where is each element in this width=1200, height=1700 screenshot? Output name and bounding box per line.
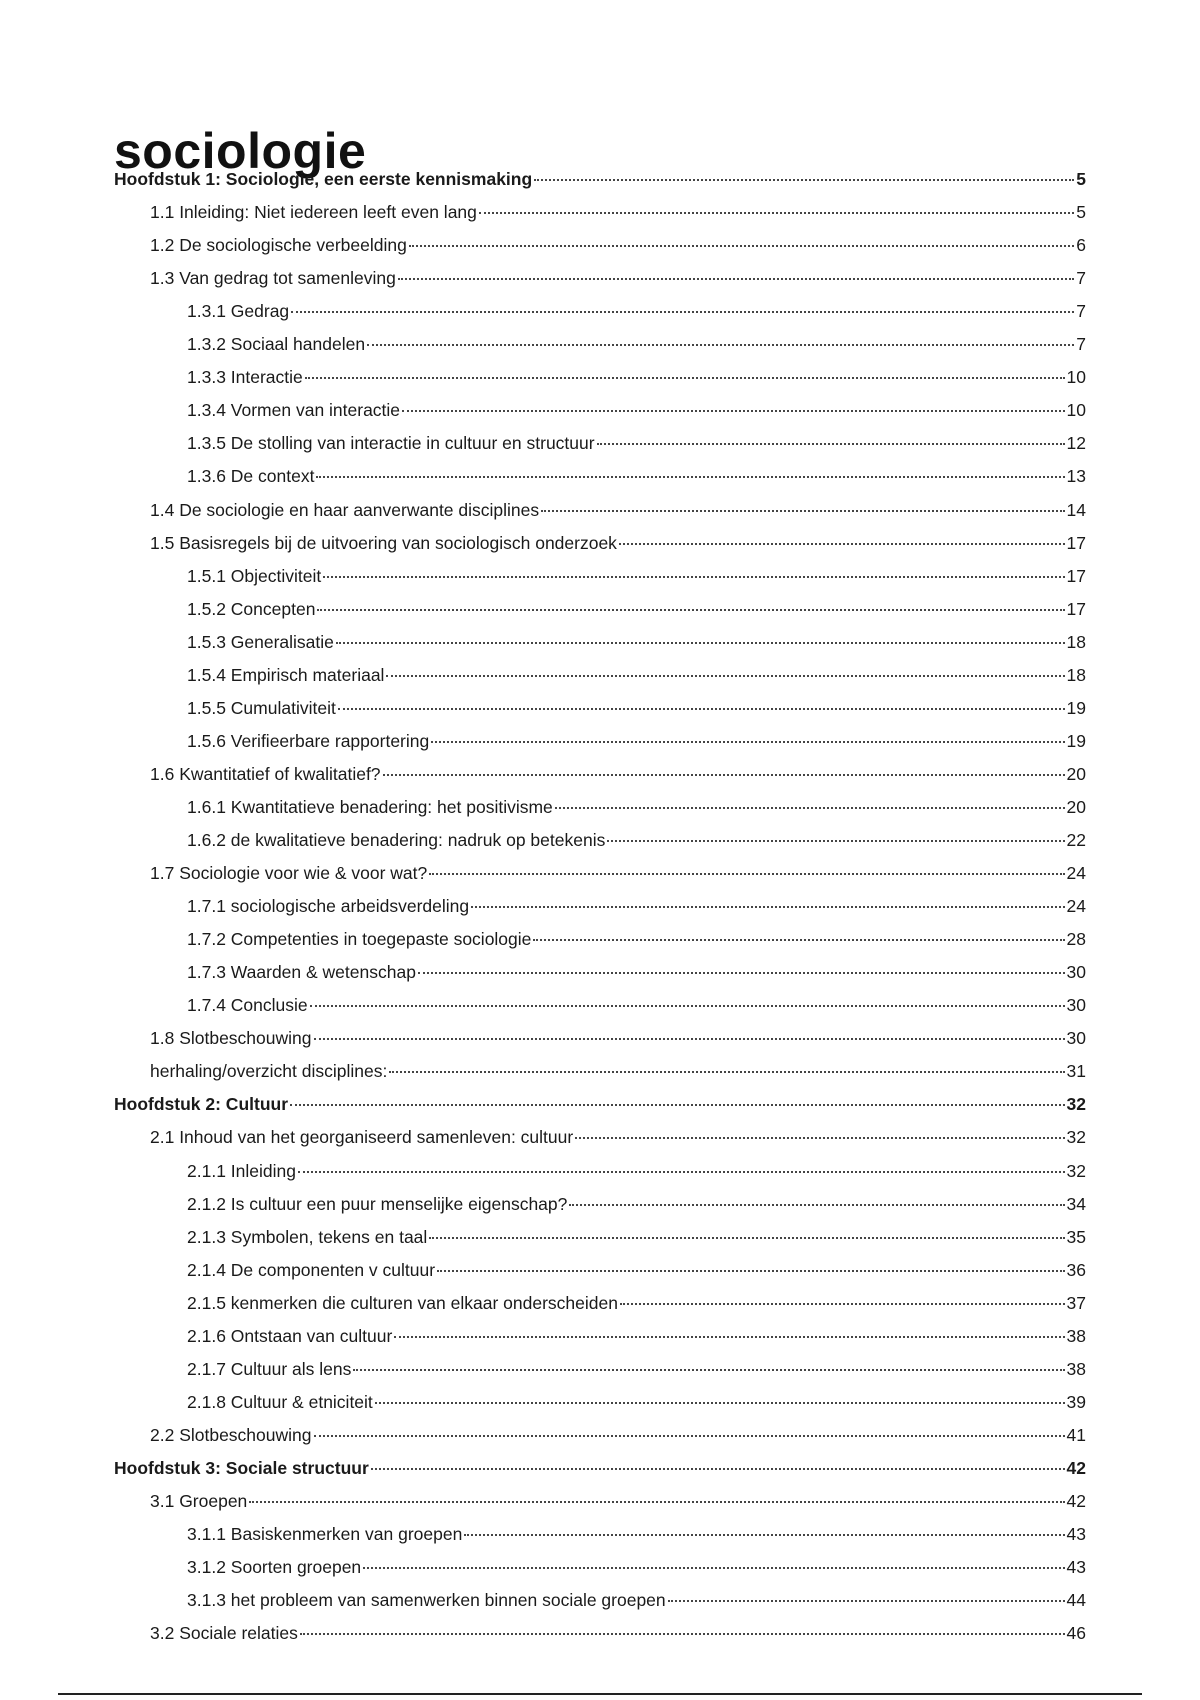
toc-dot-leader [418,972,1065,974]
toc-entry-title: 1.6.2 de kwalitatieve benadering: nadruk op betekenis [187,830,606,850]
toc-entry-title: 1.7.4 Conclusie [187,995,308,1016]
toc-dot-leader [398,278,1074,280]
toc-page-number: 32 [1066,1160,1086,1181]
toc-entry[interactable] [187,1391,1086,1413]
toc-entry-title: Hoofdstuk 3: Sociale structuur [114,1457,369,1478]
toc-entry[interactable] [114,168,1086,190]
toc-entry[interactable] [150,234,1086,256]
toc-page-number: 17 [1066,598,1086,619]
toc-page-number: 42 [1066,1457,1086,1478]
toc-entry[interactable] [187,366,1086,388]
toc-entry-title: 2.1 Inhoud van het georganiseerd samenleven: cultuur [150,1127,574,1148]
toc-dot-leader [336,642,1065,644]
toc-page-number: 39 [1066,1391,1086,1412]
toc-page-number: 19 [1066,730,1086,751]
toc-dot-leader [597,443,1065,445]
toc-entry[interactable] [187,399,1086,421]
toc-dot-leader [310,1005,1065,1007]
toc-entry-title: 1.5.2 Concepten [187,598,316,619]
toc-entry[interactable] [187,1523,1086,1545]
toc-entry[interactable] [187,664,1086,686]
toc-page-number: 30 [1066,1028,1086,1049]
toc-entry-title: 1.5 Basisregels bij de uitvoering van sociologisch onderzoek [150,532,617,553]
toc-dot-leader [371,1468,1065,1470]
toc-dot-leader [402,410,1064,412]
toc-dot-leader [316,476,1064,478]
toc-entry-title: 1.5.5 Cumulativiteit [187,697,336,718]
toc-page-number: 12 [1066,433,1086,454]
toc-entry-title: 1.3.5 De stolling van interactie in cultuur en structuur [187,433,595,454]
toc-entry[interactable] [187,1193,1086,1215]
toc-dot-leader [353,1369,1064,1371]
toc-dot-leader [429,873,1064,875]
toc-entry-title: 1.3.4 Vormen van interactie [187,400,401,421]
toc-entry-title: 3.1.2 Soorten groepen [187,1557,362,1578]
toc-entry-title: 1.7.2 Competenties in toegepaste sociologie [187,929,532,950]
toc-entry[interactable] [150,1060,1086,1082]
toc-entry-title: 2.1.4 De componenten v cultuur [187,1259,436,1280]
toc-dot-leader [394,1336,1064,1338]
toc-entry-title: 3.2 Sociale relaties [150,1623,298,1644]
toc-entry-title: 2.1.2 Is cultuur een puur menselijke eigenschap? [187,1193,568,1214]
toc-dot-leader [619,543,1065,545]
toc-entry-title: 2.2 Slotbeschouwing [150,1424,312,1445]
toc-dot-leader [437,1270,1064,1272]
toc-entry[interactable] [187,1226,1086,1248]
toc-page-number: 17 [1066,532,1086,553]
toc-dot-leader [314,1038,1065,1040]
toc-entry-title: 3.1 Groepen [150,1491,248,1511]
toc-entry-title: 2.1.5 kenmerken die culturen van elkaar onderscheiden [187,1292,618,1313]
toc-page-number: 37 [1066,1292,1086,1313]
toc-page-number: 30 [1066,962,1086,983]
toc-page-number: 24 [1066,863,1086,884]
toc-page-number: 32 [1066,1127,1086,1148]
toc-dot-leader [555,807,1065,809]
toc-entry-title: 1.6.1 Kwantitatieve benadering: het positivisme [187,796,553,817]
toc-entry[interactable] [150,1490,1086,1512]
toc-entry-title: 1.3.3 Interactie [187,367,303,388]
toc-entry[interactable] [187,598,1086,620]
toc-entry[interactable] [150,763,1086,785]
toc-entry-title: herhaling/overzicht disciplines: [150,1061,388,1082]
toc-entry[interactable] [150,1027,1086,1049]
toc-entry-title: 1.4 De sociologie en haar aanverwante disciplines [150,499,540,520]
toc-page-number: 35 [1066,1226,1086,1247]
toc-page-number: 10 [1066,367,1086,388]
toc-page-number: 18 [1066,631,1086,652]
toc-entry[interactable] [150,1424,1086,1446]
toc-entry-title: 2.1.8 Cultuur & etniciteit [187,1391,373,1412]
toc-page-number: 14 [1066,499,1086,520]
toc-entry-title: 1.2 De sociologische verbeelding [150,235,407,256]
toc-entry-title: 1.6 Kwantitatief of kwalitatief? [150,763,381,784]
toc-page-number: 38 [1066,1325,1086,1346]
toc-page-number: 19 [1066,697,1086,718]
toc-entry-title: Hoofdstuk 2: Cultuur [114,1094,289,1115]
toc-entry[interactable] [150,862,1086,884]
toc-entry-title: 2.1.7 Cultuur als lens [187,1358,352,1379]
toc-page-number: 41 [1066,1424,1086,1445]
toc-dot-leader [607,840,1064,842]
toc-dot-leader [290,1104,1065,1106]
toc-page-number: 36 [1066,1259,1086,1280]
toc-dot-leader [367,344,1074,346]
toc-entry-title: 1.5.4 Empirisch materiaal [187,664,385,685]
toc-entry[interactable] [187,994,1086,1016]
toc-entry[interactable] [150,1126,1086,1148]
toc-page-number: 24 [1066,896,1086,917]
toc-dot-leader [375,1402,1065,1404]
toc-entry-title: 1.5.6 Verifieerbare rapportering [187,730,430,751]
toc-entry[interactable] [187,895,1086,917]
toc-entry[interactable] [187,432,1086,454]
toc-page-number: 20 [1066,796,1086,817]
toc-page-number: 30 [1066,995,1086,1016]
toc-entry-title: 1.3.6 De context [187,466,315,487]
toc-entry[interactable] [150,267,1086,289]
toc-entry-title: 1.8 Slotbeschouwing [150,1028,312,1049]
toc-entry-title: 2.1.1 Inleiding [187,1160,296,1181]
toc-dot-leader [464,1534,1064,1536]
toc-page-number: 32 [1066,1094,1086,1115]
toc-dot-leader [569,1204,1064,1206]
toc-page-number: 17 [1066,565,1086,586]
toc-entry-title: 1.3.2 Sociaal handelen [187,334,366,355]
toc-page-number: 22 [1066,830,1086,850]
toc-dot-leader [338,708,1065,710]
toc-dot-leader [386,675,1064,677]
toc-entry-title: 3.1.1 Basiskenmerken van groepen [187,1524,463,1545]
toc-entry[interactable] [187,697,1086,719]
toc-dot-leader [389,1071,1064,1073]
toc-entry[interactable] [187,730,1086,752]
footer-divider [58,1693,1142,1695]
toc-dot-leader [363,1567,1064,1569]
toc-entry[interactable] [187,1325,1086,1347]
toc-dot-leader [471,906,1064,908]
page-title: sociologie [114,122,367,179]
toc-page-number: 44 [1066,1590,1086,1611]
toc-page-number: 43 [1066,1557,1086,1578]
toc-entry[interactable] [150,499,1086,521]
toc-entry[interactable] [187,1589,1086,1611]
toc-entry[interactable] [187,796,1086,818]
toc-entry[interactable] [187,1556,1086,1578]
toc-page-number: 20 [1066,763,1086,784]
toc-page-number: 31 [1066,1061,1086,1082]
toc-page-number: 13 [1066,466,1086,487]
toc-page-number: 38 [1066,1358,1086,1379]
toc-entry-title: 2.1.6 Ontstaan van cultuur [187,1325,393,1346]
toc-page-number: 43 [1066,1524,1086,1545]
toc-dot-leader [533,939,1064,941]
toc-entry[interactable] [187,565,1086,587]
toc-entry[interactable] [150,532,1086,554]
toc-entry[interactable] [187,1358,1086,1380]
toc-page-number: 46 [1066,1623,1086,1644]
toc-entry-title: 1.5.1 Objectiviteit [187,565,322,586]
toc-dot-leader [314,1435,1065,1437]
toc-entry[interactable] [187,961,1086,983]
toc-entry-title: 1.7.3 Waarden & wetenschap [187,962,416,983]
toc-dot-leader [479,212,1074,214]
toc-page-number: 28 [1066,929,1086,950]
toc-page-number: 10 [1066,400,1086,421]
toc-dot-leader [249,1501,1064,1503]
toc-page-number: 42 [1066,1491,1086,1511]
toc-dot-leader [305,377,1065,379]
toc-dot-leader [541,510,1064,512]
toc-entry[interactable] [187,1292,1086,1314]
toc-dot-leader [534,179,1074,181]
toc-page-number: 5 [1076,202,1086,223]
toc-page-number: 5 [1076,169,1086,189]
toc-entry[interactable] [187,300,1086,322]
toc-dot-leader [323,576,1064,578]
toc-dot-leader [298,1171,1065,1173]
toc-entry[interactable] [187,829,1086,851]
toc-entry[interactable] [114,1457,1086,1479]
toc-entry-title: 1.7.1 sociologische arbeidsverdeling [187,896,470,917]
toc-entry[interactable] [187,1259,1086,1281]
toc-dot-leader [317,609,1064,611]
toc-dot-leader [431,741,1064,743]
toc-page-number: 7 [1076,334,1086,355]
toc-page-number: 18 [1066,664,1086,685]
toc-entry-title: 1.3.1 Gedrag [187,301,290,322]
toc-entry-title: 3.1.3 het probleem van samenwerken binnen sociale groepen [187,1590,666,1611]
toc-entry[interactable] [187,465,1086,487]
toc-entry[interactable] [150,201,1086,223]
toc-entry-title: 2.1.3 Symbolen, tekens en taal [187,1226,428,1247]
toc-entry-title: Hoofdstuk 1: Sociologie, een eerste kennismaking [114,169,533,189]
toc-dot-leader [429,1237,1064,1239]
toc-dot-leader [300,1633,1065,1635]
toc-entry[interactable] [187,631,1086,653]
toc-entry-title: 1.1 Inleiding: Niet iedereen leeft even lang [150,202,477,223]
toc-dot-leader [291,311,1074,313]
toc-dot-leader [409,245,1074,247]
toc-dot-leader [575,1137,1064,1139]
toc-dot-leader [383,774,1065,776]
toc-page-number: 6 [1076,235,1086,256]
toc-entry[interactable] [187,928,1086,950]
toc-entry-title: 1.3 Van gedrag tot samenleving [150,268,396,289]
toc-entry-title: 1.5.3 Generalisatie [187,631,334,652]
toc-entry[interactable] [187,333,1086,355]
toc-dot-leader [668,1600,1065,1602]
toc-page-number: 7 [1076,301,1086,322]
toc-entry[interactable] [114,1093,1086,1115]
toc-page-number: 34 [1066,1193,1086,1214]
toc-dot-leader [620,1303,1065,1305]
toc-page-number: 7 [1076,268,1086,289]
toc-entry[interactable] [150,1622,1086,1644]
toc-entry-title: 1.7 Sociologie voor wie & voor wat? [150,863,428,884]
toc-entry[interactable] [187,1160,1086,1182]
